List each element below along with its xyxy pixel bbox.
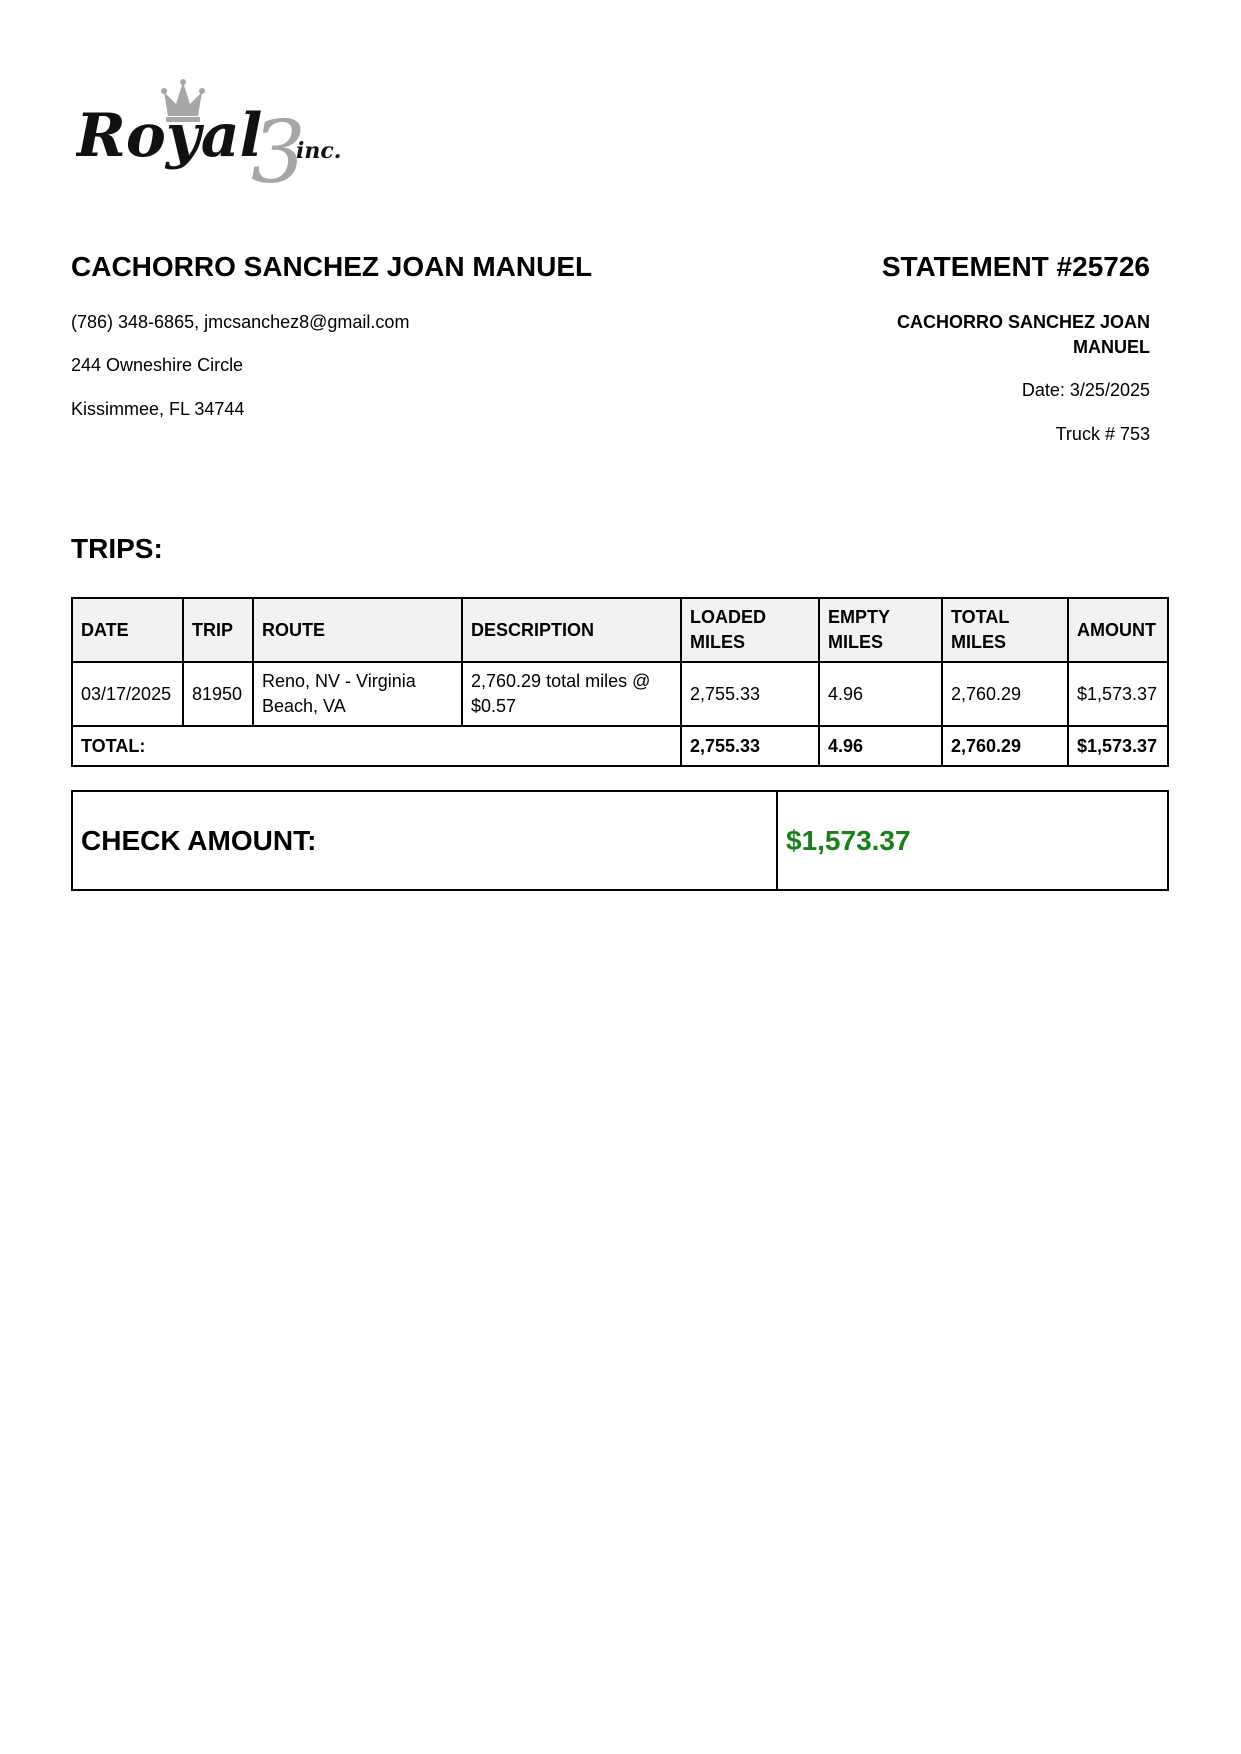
cell-amount: $1,573.37: [1068, 662, 1168, 726]
table-header-row: [72, 598, 1168, 662]
check-amount-label: CHECK AMOUNT:: [72, 791, 777, 890]
recipient-address-line2: Kissimmee, FL 34744: [71, 399, 245, 419]
total-label: TOTAL:: [72, 726, 681, 766]
column-header-empty-miles: EMPTY MILES: [819, 598, 942, 662]
total-amount: $1,573.37: [1068, 726, 1168, 766]
company-logo: [76, 78, 386, 190]
column-header-total-miles: TOTAL MILES: [942, 598, 1068, 662]
recipient-name: CACHORRO SANCHEZ JOAN MANUEL: [71, 251, 593, 282]
logo-suffix: inc.: [296, 138, 342, 164]
logo-numeral: 3: [251, 103, 306, 190]
column-header-route: ROUTE: [253, 598, 462, 662]
trips-heading: TRIPS:: [71, 533, 163, 564]
cell-date: 03/17/2025: [72, 662, 183, 726]
column-header-loaded-miles: LOADED MILES: [681, 598, 819, 662]
trips-table: [71, 597, 1169, 767]
column-header-description: DESCRIPTION: [462, 598, 681, 662]
recipient-contact: (786) 348-6865, jmcsanchez8@gmail.com: [71, 312, 410, 332]
cell-empty-miles: 4.96: [819, 662, 942, 726]
logo-wordmark: Royal: [76, 101, 263, 171]
statement-title: STATEMENT #25726: [881, 251, 1150, 282]
cell-trip: 81950: [183, 662, 253, 726]
total-total-miles: 2,760.29: [942, 726, 1068, 766]
table-total-row: [72, 726, 1168, 766]
total-empty-miles: 4.96: [819, 726, 942, 766]
statement-truck: Truck # 753: [1055, 424, 1150, 444]
check-amount-value: $1,573.37: [777, 791, 1168, 890]
cell-loaded-miles: 2,755.33: [681, 662, 819, 726]
table-row: [72, 662, 1168, 726]
cell-route: Reno, NV - Virginia Beach, VA: [253, 662, 462, 726]
column-header-trip: TRIP: [183, 598, 253, 662]
column-header-amount: AMOUNT: [1068, 598, 1168, 662]
statement-recipient-name: CACHORRO SANCHEZ JOAN MANUEL: [896, 312, 1150, 357]
cell-total-miles: 2,760.29: [942, 662, 1068, 726]
recipient-address-line1: 244 Owneshire Circle: [71, 355, 244, 375]
total-loaded-miles: 2,755.33: [681, 726, 819, 766]
column-header-date: DATE: [72, 598, 183, 662]
cell-description: 2,760.29 total miles @ $0.57: [462, 662, 681, 726]
check-amount-box: [71, 790, 1169, 891]
statement-date: Date: 3/25/2025: [1021, 380, 1150, 400]
